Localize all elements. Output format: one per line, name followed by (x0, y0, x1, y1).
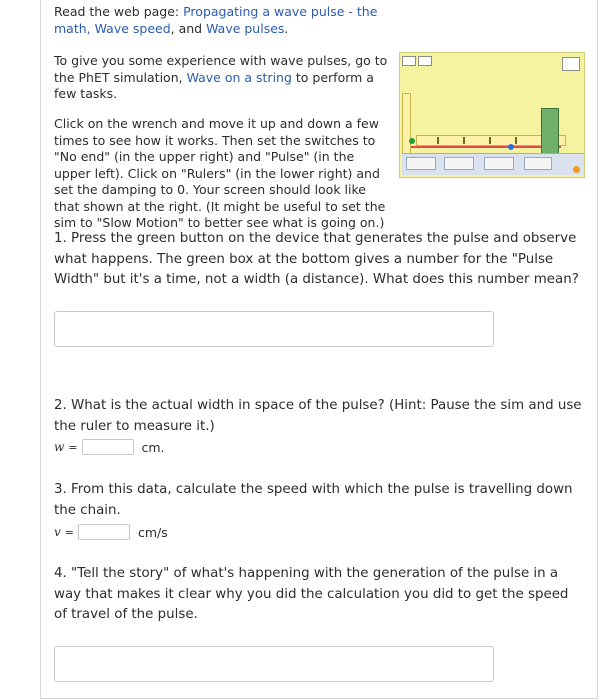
intro-conjunction: , and (170, 20, 207, 36)
q3-equals: = (64, 525, 74, 539)
question-4: 4. "Tell the story" of what's happening with the generation of the pulse in a way that makes it clear why you did the calculation you did to get the speed of travel of the pulse. (54, 566, 569, 622)
intro-paragraph (54, 4, 394, 37)
q3-answer-row (54, 524, 168, 540)
q1-answer-input[interactable] (54, 311, 494, 347)
question-3: 3. From this data, calculate the speed with which the pulse is travelling down the chain. (54, 482, 573, 518)
q2-equals: = (68, 440, 78, 454)
control-panel (402, 153, 584, 175)
question-1: 1. Press the green button on the device that generates the pulse and observe what happens. The green box at the bottom gives a number for the "Pulse Width" but it's a time, not a width (a distance). What does this number mean? (54, 231, 579, 287)
no-end-switch-icon (562, 57, 580, 71)
q2-answer-row (54, 439, 165, 455)
wrench-paragraph: Click on the wrench and move it up and down a few times to see how it works. Then set the switches to "No end" (in the upper right) and "Pulse" (in the upper left). Click on "Rulers" (in the lower right) and set the damping to 0. Your screen should look like that shown at the right. (It might be useful to set the sim to "Slow Motion" to better see what is going on.) (54, 116, 386, 230)
mode-switch-icon (418, 56, 432, 66)
phet-suffix: to perform a few tasks. (54, 69, 374, 101)
link-propagating-wave-pulse[interactable]: Propagating a wave pulse - the math, Wave speed (54, 4, 378, 36)
intro-prefix: Read the web page: (54, 4, 184, 19)
q3-speed-input[interactable] (78, 524, 130, 540)
string-bead-icon (508, 144, 514, 150)
phet-simulation-screenshot (399, 52, 585, 178)
pulse-generator-icon (409, 138, 415, 144)
reset-icon (573, 166, 580, 173)
q3-variable: v (54, 525, 61, 539)
link-wave-on-a-string[interactable]: Wave on a string (186, 69, 292, 85)
link-wave-pulses[interactable]: Wave pulses (206, 20, 285, 36)
pulse-switch-icon (402, 56, 416, 66)
intro-suffix: . (284, 20, 289, 36)
q2-width-input[interactable] (82, 439, 134, 455)
q4-answer-input[interactable] (54, 646, 494, 682)
question-2: 2. What is the actual width in space of the pulse? (Hint: Pause the sim and use the ruler to measure it.) (54, 398, 582, 434)
q2-variable: w (54, 440, 65, 454)
q2-unit: cm. (141, 439, 165, 455)
string-line (411, 146, 561, 148)
phet-paragraph (54, 53, 389, 103)
q3-unit: cm/s (138, 524, 168, 540)
phet-prefix: To give you some experience with wave pulses, go to the PhET simulation, (54, 53, 388, 85)
